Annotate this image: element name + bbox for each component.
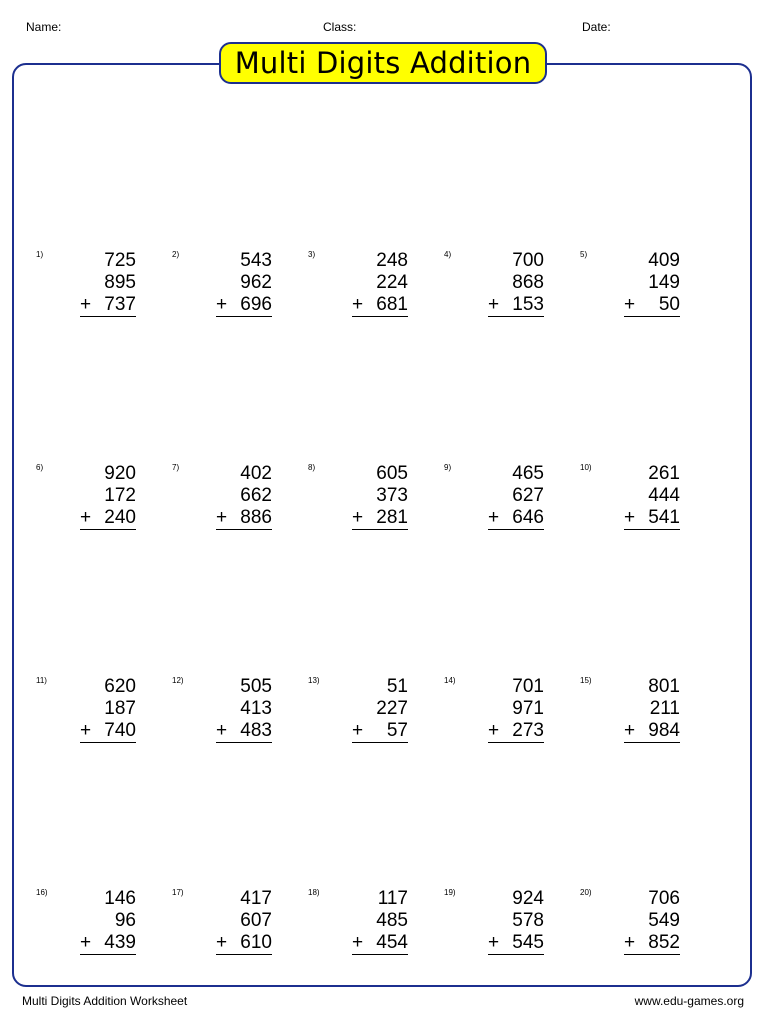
plus-sign: + xyxy=(624,294,636,315)
addend-3-row xyxy=(624,932,680,955)
addend-3: 984 xyxy=(648,720,680,741)
problem-5 xyxy=(580,250,680,330)
plus-sign: + xyxy=(352,294,364,315)
addend-2: 868 xyxy=(512,272,544,293)
addend-3-row xyxy=(80,720,136,743)
addend-3-row xyxy=(216,294,272,317)
plus-sign: + xyxy=(216,720,228,741)
problem-6 xyxy=(36,463,136,543)
problem-16 xyxy=(36,888,136,968)
plus-sign: + xyxy=(352,507,364,528)
addend-1: 51 xyxy=(386,676,408,697)
addend-1: 409 xyxy=(648,250,680,271)
plus-sign: + xyxy=(216,932,228,953)
footer-url: www.edu-games.org xyxy=(634,994,744,1008)
addend-2: 971 xyxy=(512,698,544,719)
addend-3: 454 xyxy=(376,932,408,953)
problem-2 xyxy=(172,250,272,330)
addend-2: 373 xyxy=(376,485,408,506)
addend-3: 886 xyxy=(240,507,272,528)
addend-3: 696 xyxy=(240,294,272,315)
addend-2: 962 xyxy=(240,272,272,293)
problem-7 xyxy=(172,463,272,543)
addend-3-row xyxy=(352,932,408,955)
plus-sign: + xyxy=(80,720,92,741)
addend-1: 465 xyxy=(512,463,544,484)
addend-3: 281 xyxy=(376,507,408,528)
addend-3-row xyxy=(488,294,544,317)
problem-number: 1) xyxy=(36,250,44,259)
addend-1: 146 xyxy=(104,888,136,909)
problem-3 xyxy=(308,250,408,330)
addend-2: 627 xyxy=(512,485,544,506)
addend-3-row xyxy=(488,932,544,955)
addend-3: 153 xyxy=(512,294,544,315)
plus-sign: + xyxy=(216,294,228,315)
problem-number: 16) xyxy=(36,888,48,897)
plus-sign: + xyxy=(488,932,500,953)
addend-3: 273 xyxy=(512,720,544,741)
addend-3-row xyxy=(352,294,408,317)
plus-sign: + xyxy=(624,932,636,953)
addend-1: 706 xyxy=(648,888,680,909)
addend-3: 737 xyxy=(104,294,136,315)
addend-1: 924 xyxy=(512,888,544,909)
addend-1: 620 xyxy=(104,676,136,697)
addend-1: 402 xyxy=(240,463,272,484)
problem-number: 12) xyxy=(172,676,184,685)
addend-2: 227 xyxy=(376,698,408,719)
problem-number: 7) xyxy=(172,463,180,472)
addend-2: 607 xyxy=(240,910,272,931)
addend-1: 701 xyxy=(512,676,544,697)
addend-2: 224 xyxy=(376,272,408,293)
class-label: Class: xyxy=(323,20,357,34)
plus-sign: + xyxy=(488,294,500,315)
addend-3-row xyxy=(624,507,680,530)
problem-number: 3) xyxy=(308,250,316,259)
addend-3: 439 xyxy=(104,932,136,953)
problem-14 xyxy=(444,676,544,756)
footer-title: Multi Digits Addition Worksheet xyxy=(22,994,188,1008)
addend-1: 801 xyxy=(648,676,680,697)
addend-3: 240 xyxy=(104,507,136,528)
problem-number: 11) xyxy=(36,676,47,685)
problem-number: 10) xyxy=(580,463,592,472)
problem-18 xyxy=(308,888,408,968)
addend-3-row xyxy=(624,294,680,317)
addend-2: 444 xyxy=(648,485,680,506)
addend-2: 149 xyxy=(648,272,680,293)
addend-3-row xyxy=(216,720,272,743)
addend-2: 662 xyxy=(240,485,272,506)
problem-12 xyxy=(172,676,272,756)
addend-1: 117 xyxy=(377,888,408,909)
addend-2: 485 xyxy=(376,910,408,931)
addend-3-row xyxy=(80,507,136,530)
addend-2: 549 xyxy=(648,910,680,931)
addend-3: 50 xyxy=(658,294,680,315)
addend-3: 740 xyxy=(104,720,136,741)
problem-number: 5) xyxy=(580,250,588,259)
plus-sign: + xyxy=(624,507,636,528)
addend-1: 725 xyxy=(104,250,136,271)
addend-3: 681 xyxy=(376,294,408,315)
addend-3-row xyxy=(352,720,408,743)
plus-sign: + xyxy=(80,294,92,315)
plus-sign: + xyxy=(488,720,500,741)
problem-19 xyxy=(444,888,544,968)
addend-3: 57 xyxy=(386,720,408,741)
problem-15 xyxy=(580,676,680,756)
problem-number: 14) xyxy=(444,676,456,685)
problem-10 xyxy=(580,463,680,543)
addend-2: 895 xyxy=(104,272,136,293)
plus-sign: + xyxy=(624,720,636,741)
problem-11 xyxy=(36,676,136,756)
problem-number: 15) xyxy=(580,676,592,685)
addend-3: 852 xyxy=(648,932,680,953)
date-label: Date: xyxy=(582,20,611,34)
addend-3-row xyxy=(352,507,408,530)
problem-13 xyxy=(308,676,408,756)
addend-3: 541 xyxy=(648,507,680,528)
problem-number: 13) xyxy=(308,676,320,685)
problem-number: 4) xyxy=(444,250,452,259)
addend-1: 920 xyxy=(104,463,136,484)
worksheet-title: Multi Digits Addition xyxy=(219,42,547,84)
plus-sign: + xyxy=(488,507,500,528)
problem-20 xyxy=(580,888,680,968)
problem-number: 2) xyxy=(172,250,180,259)
name-label: Name: xyxy=(26,20,62,34)
plus-sign: + xyxy=(352,720,364,741)
addend-3-row xyxy=(624,720,680,743)
addend-1: 700 xyxy=(512,250,544,271)
problem-8 xyxy=(308,463,408,543)
addend-3-row xyxy=(80,294,136,317)
addend-3: 545 xyxy=(512,932,544,953)
addend-3-row xyxy=(216,507,272,530)
addend-1: 417 xyxy=(240,888,272,909)
addend-1: 605 xyxy=(376,463,408,484)
problem-number: 19) xyxy=(444,888,456,897)
problem-number: 6) xyxy=(36,463,44,472)
addend-3-row xyxy=(80,932,136,955)
plus-sign: + xyxy=(80,932,92,953)
addend-3-row xyxy=(216,932,272,955)
addend-3-row xyxy=(488,507,544,530)
addend-3: 646 xyxy=(512,507,544,528)
addend-2: 96 xyxy=(114,910,136,931)
plus-sign: + xyxy=(352,932,364,953)
addend-2: 578 xyxy=(512,910,544,931)
problem-17 xyxy=(172,888,272,968)
problem-number: 17) xyxy=(172,888,184,897)
addend-2: 172 xyxy=(104,485,136,506)
addend-1: 505 xyxy=(240,676,272,697)
problem-1 xyxy=(36,250,136,330)
addend-2: 211 xyxy=(649,698,680,719)
addend-2: 413 xyxy=(240,698,272,719)
problem-number: 18) xyxy=(308,888,320,897)
problem-number: 9) xyxy=(444,463,452,472)
problem-9 xyxy=(444,463,544,543)
problem-number: 8) xyxy=(308,463,316,472)
plus-sign: + xyxy=(216,507,228,528)
addend-1: 261 xyxy=(648,463,680,484)
addend-1: 248 xyxy=(376,250,408,271)
addend-3: 610 xyxy=(240,932,272,953)
addend-3-row xyxy=(488,720,544,743)
addend-1: 543 xyxy=(240,250,272,271)
problem-4 xyxy=(444,250,544,330)
plus-sign: + xyxy=(80,507,92,528)
addend-3: 483 xyxy=(240,720,272,741)
problem-number: 20) xyxy=(580,888,592,897)
addend-2: 187 xyxy=(104,698,136,719)
